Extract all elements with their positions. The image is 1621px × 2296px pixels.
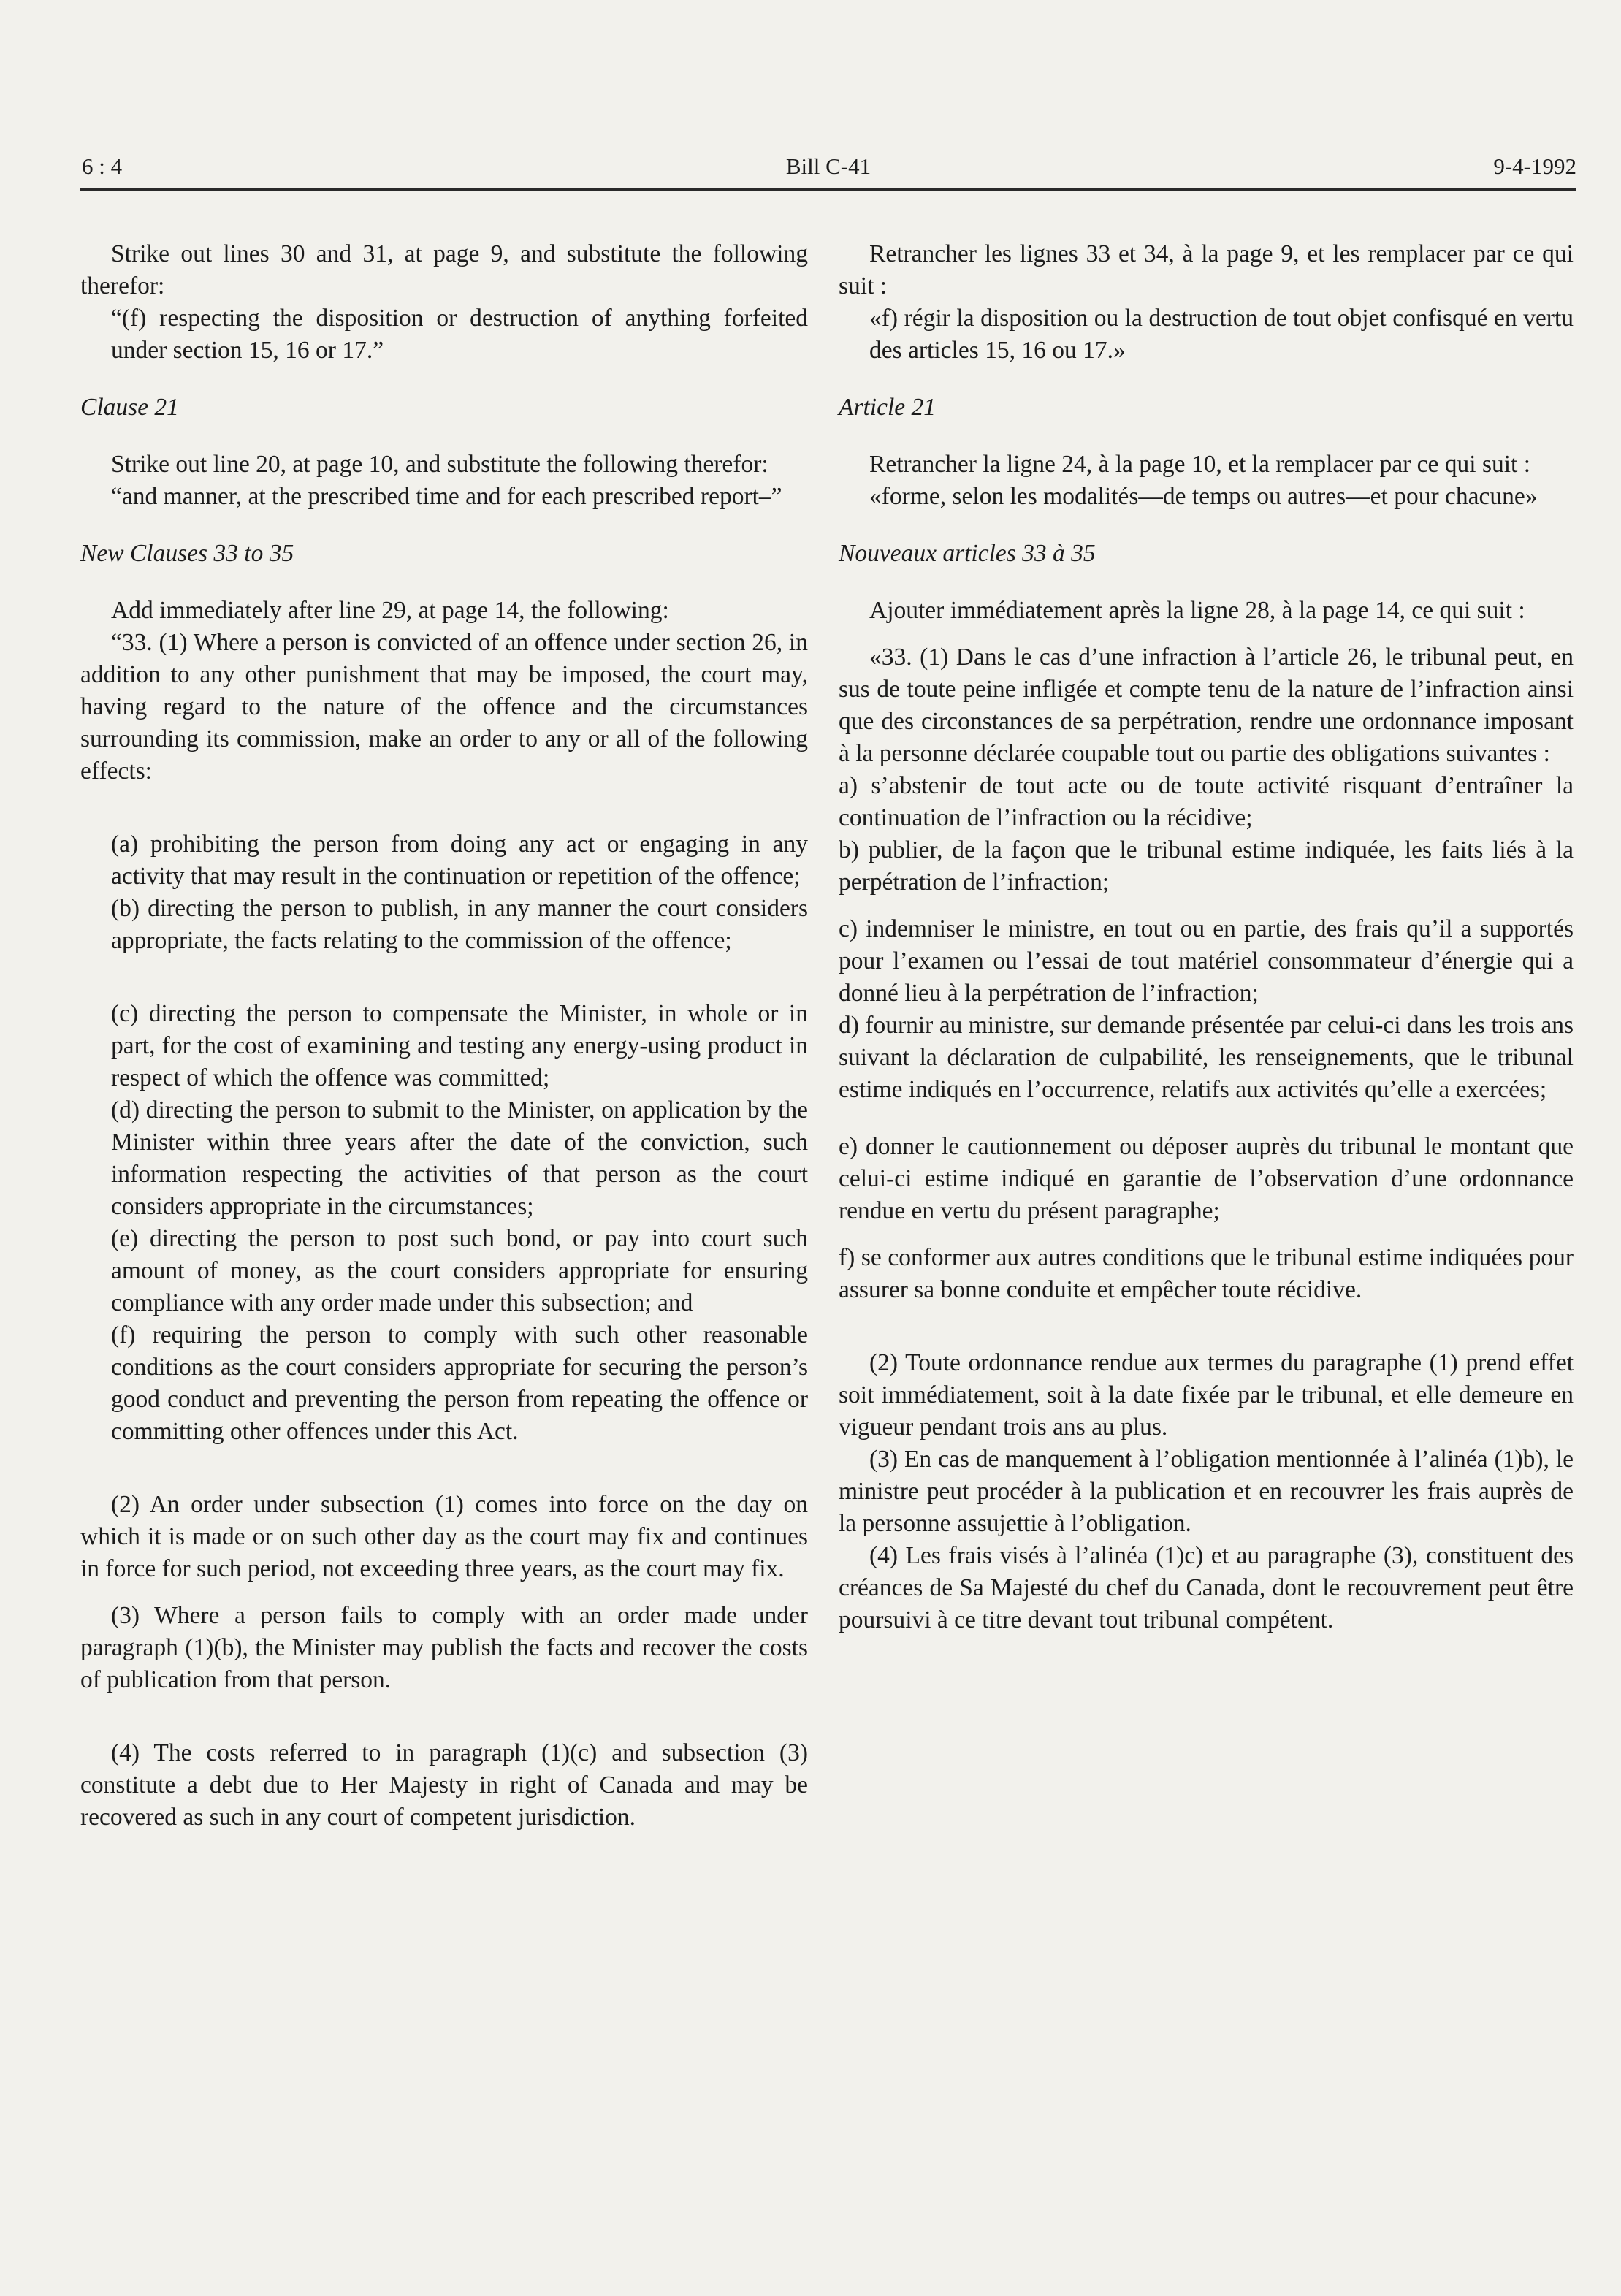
paragraph-e: e) donner le cautionnement ou déposer auprès du tribunal le montant que celui-ci estime indiqué en garantie de l’observation d’une ordonnance rendue en vertu du présent paragraphe; bbox=[839, 1133, 1574, 1224]
paragraph-f: (f) requiring the person to comply with such other reasonable conditions as the court considers appropriate for securing the person’s good conduct and preventing the person from repeating the offence or committing other offences under this Act. bbox=[111, 1321, 808, 1445]
instruction-text: Retrancher les lignes 33 et 34, à la page 9, et les remplacer par ce qui suit : bbox=[839, 240, 1574, 300]
amendment-text: “(f) respecting the disposition or destruction of anything forfeited under section 15, 16 or 17.” bbox=[111, 305, 808, 364]
clause-text: “33. (1) Where a person is convicted of an offence under section 26, in addition to any other punishment that may be imposed, the court may, having regard to the nature of the offence and the circumstances surrounding its commission, make an order to any or all of the following effects: bbox=[80, 629, 808, 785]
paragraph-f: f) se conformer aux autres conditions que le tribunal estime indiquées pour assurer sa bonne conduite et empêcher toute récidive. bbox=[839, 1244, 1574, 1303]
bill-title: Bill C-41 bbox=[785, 153, 871, 179]
header-date: 9-4-1992 bbox=[1493, 153, 1576, 179]
section-heading: New Clauses 33 to 35 bbox=[80, 540, 294, 567]
paragraph-a: a) s’abstenir de tout acte ou de toute activité risquant d’entraîner la continuation de l’infraction ou la récidive; bbox=[839, 772, 1574, 831]
paragraph-d: (d) directing the person to submit to the Minister, on application by the Minister within three years after the date of the conviction, such information respecting the activities of that person as the court considers appropriate in the circumstances; bbox=[111, 1096, 808, 1220]
amendment-text: “and manner, at the prescribed time and for each prescribed report–” bbox=[111, 483, 782, 510]
instruction-text: Ajouter immédiatement après la ligne 28, à la page 14, ce qui suit : bbox=[869, 597, 1525, 624]
clause-text: «33. (1) Dans le cas d’une infraction à l’article 26, le tribunal peut, en sus de toute peine infligée et compte tenu de la nature de l’infraction ainsi que des circonstances de sa perpétration, rendre une ordonnance imposant à la personne déclarée coupable tout ou partie des obligations suivantes : bbox=[839, 644, 1574, 767]
instruction-text: Strike out line 20, at page 10, and substitute the following therefor: bbox=[111, 451, 768, 478]
subsection-4: (4) Les frais visés à l’alinéa (1)c) et au paragraphe (3), constituent des créances de Sa Majesté du chef du Canada, dont le recouvrement peut être poursuivi à ce titre devant tout tribunal compétent. bbox=[839, 1542, 1574, 1633]
section-heading: Clause 21 bbox=[80, 394, 179, 421]
paragraph-c: (c) directing the person to compensate the Minister, in whole or in part, for the cost of examining and testing any energy-using product in respect of which the offence was committed; bbox=[111, 1000, 808, 1091]
page-header bbox=[80, 148, 1576, 191]
subsection-2: (2) An order under subsection (1) comes into force on the day on which it is made or on such other day as the court may fix and continues in force for such period, not exceeding three years, as the court may fix. bbox=[80, 1491, 808, 1582]
paragraph-e: (e) directing the person to post such bond, or pay into court such amount of money, as the court considers appropriate for ensuring compliance with any order made under this subsection; and bbox=[111, 1225, 808, 1316]
subsection-3: (3) En cas de manquement à l’obligation mentionnée à l’alinéa (1)b), le ministre peut procéder à la publication et en recouvrer les frais auprès de la personne assujettie à l’obligation. bbox=[839, 1446, 1574, 1537]
paragraph-d: d) fournir au ministre, sur demande présentée par celui-ci dans les trois ans suivant la déclaration de culpabilité, les renseignements, que le tribunal estime indiqués en l’occurrence, relatifs aux activités qu’elle a exercées; bbox=[839, 1012, 1574, 1103]
section-heading: Nouveaux articles 33 à 35 bbox=[839, 540, 1096, 567]
instruction-text: Strike out lines 30 and 31, at page 9, and substitute the following therefor: bbox=[80, 240, 808, 300]
french-column bbox=[839, 238, 1574, 1636]
english-column bbox=[80, 238, 808, 1834]
amendment-text: «f) régir la disposition ou la destruction de tout objet confisqué en vertu des articles 15, 16 ou 17.» bbox=[869, 305, 1574, 364]
paragraph-b: b) publier, de la façon que le tribunal estime indiquée, les faits liés à la perpétration de l’infraction; bbox=[839, 836, 1574, 896]
paragraph-c: c) indemniser le ministre, en tout ou en partie, des frais qu’il a supportés pour l’examen ou l’essai de tout matériel consommateur d’énergie qui a donné lieu à la perpétration de l’infraction; bbox=[839, 915, 1574, 1007]
paragraph-a: (a) prohibiting the person from doing any act or engaging in any activity that may result in the continuation or repetition of the offence; bbox=[111, 831, 808, 890]
subsection-3: (3) Where a person fails to comply with an order made under paragraph (1)(b), the Minister may publish the facts and recover the costs of publication from that person. bbox=[80, 1602, 808, 1693]
page-number: 6 : 4 bbox=[82, 153, 123, 179]
section-heading: Article 21 bbox=[839, 394, 937, 421]
instruction-text: Retrancher la ligne 24, à la page 10, et la remplacer par ce qui suit : bbox=[869, 451, 1531, 478]
amendment-text: «forme, selon les modalités—de temps ou autres—et pour chacune» bbox=[869, 483, 1538, 510]
instruction-text: Add immediately after line 29, at page 14, the following: bbox=[111, 597, 669, 624]
paragraph-b: (b) directing the person to publish, in any manner the court considers appropriate, the facts relating to the commission of the offence; bbox=[111, 895, 808, 954]
subsection-2: (2) Toute ordonnance rendue aux termes du paragraphe (1) prend effet soit immédiatement, soit à la date fixée par le tribunal, et elle demeure en vigueur pendant trois ans au plus. bbox=[839, 1349, 1574, 1441]
subsection-4: (4) The costs referred to in paragraph (1)(c) and subsection (3) constitute a debt due to Her Majesty in right of Canada and may be recovered as such in any court of competent jurisdiction. bbox=[80, 1739, 808, 1831]
